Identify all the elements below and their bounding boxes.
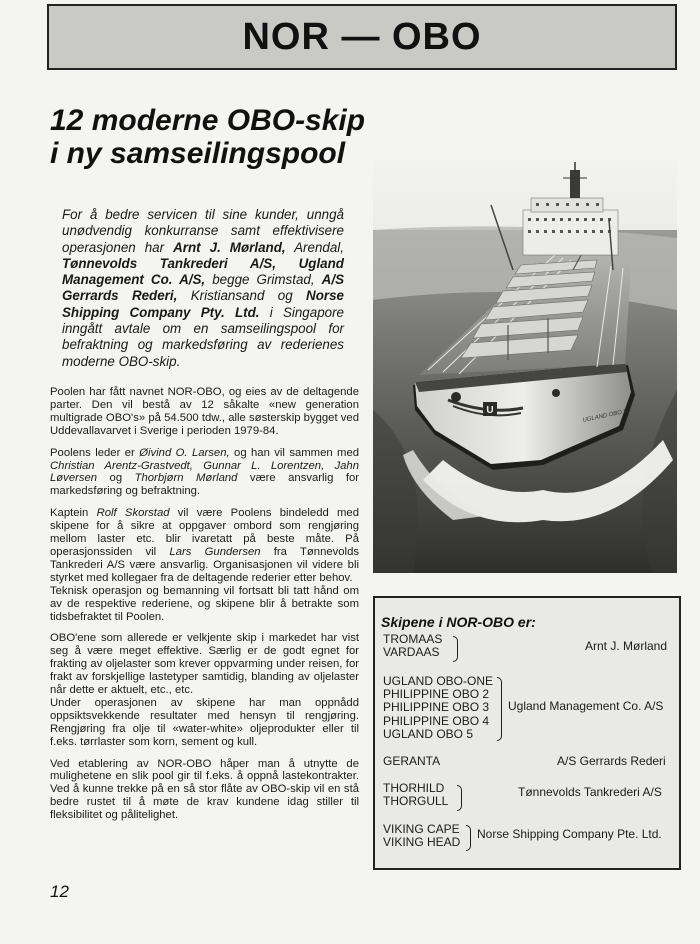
owner-name: Arnt J. Mørland [585, 639, 668, 653]
banner [47, 4, 677, 70]
intro-company: Arnt J. Mørland, [173, 239, 286, 255]
person-name: Thorbjørn Mørland [134, 472, 238, 485]
ship-group [383, 782, 448, 808]
ship-name: PHILIPPINE OBO 3 [383, 700, 490, 715]
ship-name: VIKING CAPE [383, 822, 460, 836]
hull-logo-letter: U [486, 405, 494, 416]
ships-box-title: Skipene i NOR-OBO er: [381, 614, 536, 630]
ship-group [383, 755, 440, 768]
intro-company: Norse Shipping Company Pty. Ltd. [62, 288, 345, 320]
person-name: Øivind O. Larsen, [139, 446, 230, 459]
intro-text: i Singapore inngått avtale om en samseilingspool for befraktning og markedsføring av rederienes moderne OBO-skip. [62, 304, 344, 369]
body-paragraph [50, 447, 359, 499]
banner-title: NOR — OBO [242, 15, 482, 58]
headline-line-2: i ny samseilingspool [50, 137, 346, 170]
body-text: og [97, 472, 135, 485]
brace [453, 636, 458, 662]
intro-text: For å bedre servicen til sine kunder, unngå unødvendig konkurranse samt effektivisere operasjonen har [62, 207, 344, 255]
ship-name: VARDAAS [383, 645, 440, 660]
body-paragraph: Teknisk operasjon og bemanning vil fortsatt bli tatt hånd om av de respektive rederiene, og skipene blir å betrakte som tidsbefraktet til Poolen. [50, 584, 359, 623]
ship-group [383, 633, 442, 659]
ship-name: GERANTA [383, 754, 441, 768]
brace [466, 825, 471, 851]
headline-line-1: 12 moderne OBO-skip [50, 104, 366, 137]
ship-name: PHILIPPINE OBO 2 [383, 687, 490, 702]
person-name: Lars Gundersen [169, 545, 261, 558]
body-paragraph: Ved etablering av NOR-OBO håper man å utnytte de mulighetene en slik pool gir til f.eks. å oppnå lastekontrakter. Ved å kunne trekke på en så stor flåte av OBO-skip vil en stå bedre rustet til å møte de krav kundene idag stiller til fleksibilitet og pålitelighet. [50, 757, 359, 822]
ship-name: THORGULL [383, 794, 449, 809]
owner-name: Norse Shipping Company Pte. Ltd. [477, 827, 662, 841]
intro-text: begge Grimstad, [205, 272, 322, 288]
ship-group [383, 823, 460, 849]
body-text: vil være Poolens bindeledd med skipene for å sikre at oppgaver ombord som rengjøring mellom laster etc. blir ivaretatt på beste måte. På operasjonssiden vil [50, 507, 359, 558]
intro-company: Tønnevolds Tankrederi A/S, Ugland Management Co. A/S, [62, 255, 344, 288]
body-text: Kaptein [50, 507, 97, 520]
owner-name: Tønnevolds Tankrederi A/S [518, 785, 662, 799]
body-column [50, 386, 359, 831]
ship-name: VIKING HEAD [383, 835, 461, 850]
ship-name: THORHILD [383, 781, 445, 795]
headline [50, 104, 370, 170]
body-text: og han vil sammen med [229, 446, 360, 459]
page-number: 12 [50, 882, 69, 901]
intro-company: A/S Gerrards Rederi, [62, 272, 344, 304]
brace [457, 785, 462, 811]
body-paragraph: Poolen har fått navnet NOR-OBO, og eies av de deltagende parter. Den vil bestå av 12 såkalte «new generation multigrade OBO's» på 54.500 tdw., alle søsterskip bygget ved Uddevallavarvet i Sverige i perioden 1979-84. [50, 386, 359, 437]
ship-name: PHILIPPINE OBO 4 [383, 713, 490, 728]
body-paragraph [50, 507, 359, 584]
person-name: Rolf Skorstad [96, 507, 170, 520]
hull-name: UGLAND OBO 5 [582, 408, 628, 424]
ship-group [383, 675, 493, 741]
ships-box [373, 596, 681, 870]
intro-text: Kristiansand og [177, 288, 307, 304]
brace [497, 677, 502, 741]
body-text: fra Tønnevolds Tankrederi A/S være ansvarlig. Organisasjonen vil videre bli styrket med kollegaer fra de deltagende rederier etter behov. [50, 545, 360, 584]
body-paragraph: Under operasjonen av skipene har man oppnådd oppsiktsvekkende resultater med hensyn til rengjøring. Rengjøring fra olje til «water-white» oljeprodukter eller til f.eks. tørrlaster som korn, sement og kull. [50, 696, 359, 748]
ship-illustration [373, 160, 677, 573]
intro-paragraph [62, 207, 344, 370]
intro-text: Arendal, [285, 239, 344, 255]
ship-photo [373, 160, 677, 573]
ship-name: UGLAND OBO-ONE [383, 674, 494, 688]
owner-name: Ugland Management Co. A/S [508, 699, 664, 713]
ship-name: TROMAAS [383, 632, 443, 646]
body-text: Poolens leder er [50, 446, 140, 459]
body-paragraph: OBO'ene som allerede er velkjente skip i markedet har vist seg å være meget effektive. Særlig er de godt egnet for frakting av oljelaster som krever oppvarming under reisen, for frakt av forskjellige lastetyper samtidig, blanding av oljelaster når dette er aktuelt, etc., etc. [50, 632, 359, 697]
person-name: Christian Arentz-Grastvedt, Gunnar L. Lorentzen, Jahn Løversen [50, 459, 359, 485]
ship-name: UGLAND OBO 5 [383, 726, 474, 741]
owner-name: A/S Gerrards Rederi [557, 754, 666, 768]
body-text: være ansvarlig for markedsføring og befraktning. [50, 472, 359, 498]
